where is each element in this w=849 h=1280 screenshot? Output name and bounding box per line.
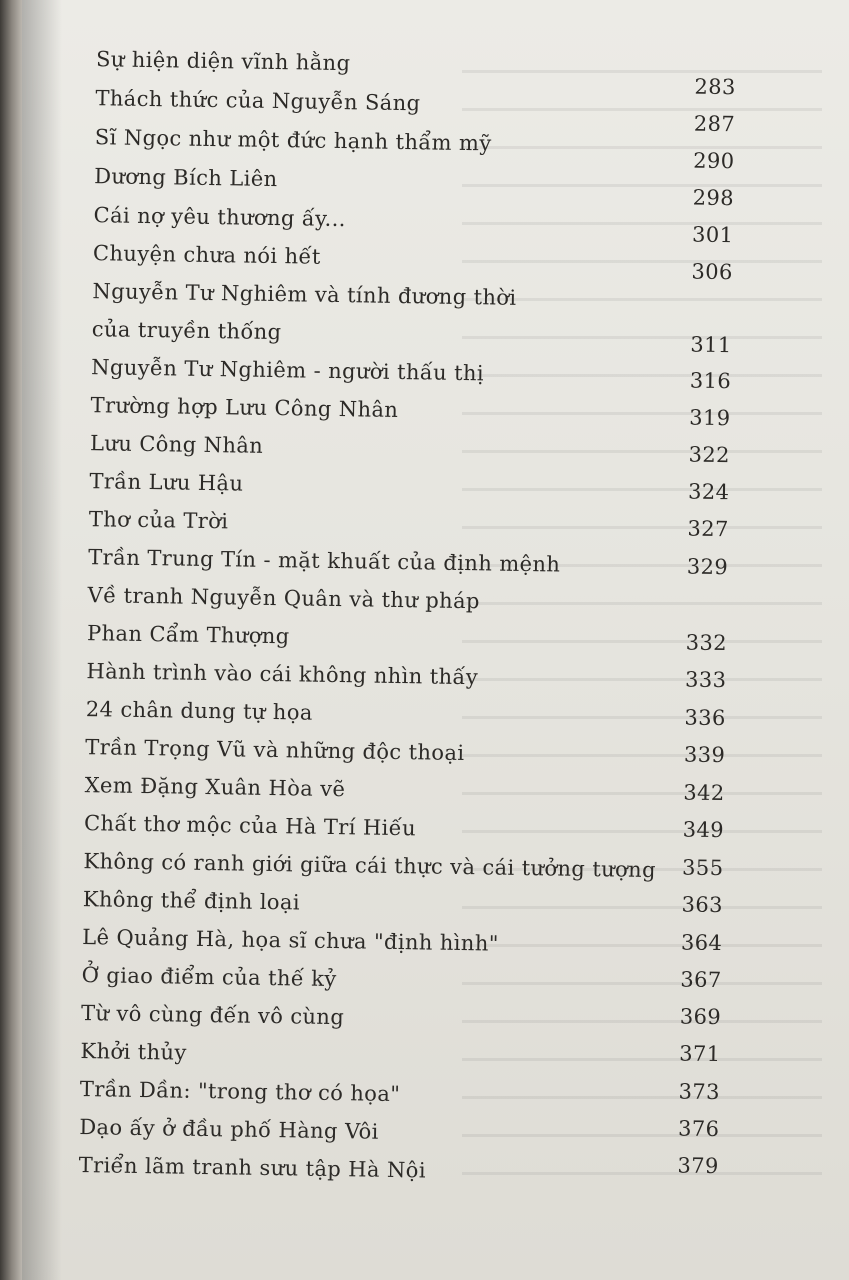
toc-entry-page: 329 <box>686 554 729 580</box>
toc-entry-title: Từ vô cùng đến vô cùng <box>80 1001 345 1030</box>
toc-entry-page: 355 <box>681 855 724 881</box>
toc-entry <box>85 697 726 731</box>
toc-entry-title: Nguyễn Tư Nghiêm và tính đương thời <box>92 279 517 310</box>
toc-entry-title: Trần Dần: "trong thơ có họa" <box>79 1077 401 1107</box>
book-page <box>22 0 849 1280</box>
toc-entry <box>93 203 734 248</box>
toc-entry <box>94 164 735 211</box>
toc-entry-title: Không thể định loại <box>82 887 301 915</box>
toc-entry <box>95 47 736 100</box>
toc-entry-page: 342 <box>683 780 725 806</box>
table-of-contents <box>22 0 849 1280</box>
toc-entry <box>89 431 731 468</box>
toc-entry-page: 322 <box>688 442 731 468</box>
toc-entry-page: 349 <box>682 817 725 843</box>
toc-entry <box>83 849 724 883</box>
toc-entry-title: Dương Bích Liên <box>94 164 278 192</box>
toc-entry <box>81 963 722 993</box>
toc-entry <box>83 811 725 843</box>
toc-entry <box>80 1001 722 1030</box>
toc-entry <box>85 735 726 768</box>
toc-entry-title: Dạo ấy ở đầu phố Hàng Vôi <box>79 1115 379 1144</box>
toc-entry <box>90 393 731 431</box>
toc-entry-title: Hành trình vào cái không nhìn thấy <box>86 659 479 690</box>
toc-entry-title: Khởi thủy <box>80 1039 187 1065</box>
toc-entry-page: 376 <box>677 1116 720 1142</box>
toc-entry-title: Trường hợp Lưu Công Nhân <box>90 393 399 422</box>
toc-entry-title: Lê Quảng Hà, họa sĩ chưa "định hình" <box>82 925 500 956</box>
toc-entry-title: Về tranh Nguyễn Quân và thư pháp <box>87 583 481 614</box>
toc-entry-page: 298 <box>692 185 735 211</box>
toc-entry-title: của truyền thống <box>91 317 282 345</box>
toc-entry <box>82 887 724 918</box>
toc-entry <box>92 241 734 285</box>
toc-entry <box>92 279 733 310</box>
toc-entry-title: Trần Trọng Vũ và những độc thoại <box>85 735 465 766</box>
toc-entry-page: 327 <box>687 516 729 542</box>
gutter-shadow <box>22 0 62 1280</box>
toc-entry-title: 24 chân dung tự họa <box>85 697 313 725</box>
toc-entry-page: 363 <box>681 892 724 918</box>
toc-entry <box>78 1153 719 1183</box>
toc-entry <box>88 545 729 580</box>
toc-entry <box>91 355 732 394</box>
toc-entry-page: 333 <box>684 667 727 693</box>
toc-entry-page: 283 <box>694 74 736 100</box>
toc-entry-page: 339 <box>683 742 726 768</box>
toc-entry <box>82 925 723 956</box>
toc-entry-page: 306 <box>691 259 734 285</box>
toc-entry-title: Trần Lưu Hậu <box>89 469 244 496</box>
toc-entry-title: Không có ranh giới giữa cái thực và cái tưởng tượng <box>83 849 657 883</box>
toc-entry <box>86 621 728 656</box>
toc-entry <box>86 659 727 693</box>
toc-entry-page: 311 <box>690 332 732 358</box>
toc-entry-title: Cái nợ yêu thương ấy... <box>93 203 347 232</box>
toc-entry-page: 367 <box>680 967 722 993</box>
toc-entry-title: Phan Cẩm Thượng <box>86 621 290 649</box>
toc-entry-title: Chất thơ mộc của Hà Trí Hiếu <box>83 811 417 841</box>
toc-entry-page: 332 <box>685 630 728 656</box>
toc-entry-page: 373 <box>678 1079 721 1105</box>
toc-entry-page: 319 <box>689 405 731 431</box>
toc-entry-page: 287 <box>693 111 736 137</box>
toc-entry-title: Thách thức của Nguyễn Sáng <box>95 86 421 116</box>
toc-entry-title: Trần Trung Tín - mặt khuất của định mệnh <box>88 545 561 577</box>
toc-entry-title: Sự hiện diện vĩnh hằng <box>95 47 351 76</box>
toc-entry-page: 336 <box>684 705 726 731</box>
toc-entry-page: 364 <box>680 930 723 956</box>
toc-entry-page: 369 <box>679 1004 722 1030</box>
toc-entry-page: 371 <box>679 1041 721 1067</box>
toc-entry-title: Sĩ Ngọc như một đức hạnh thẩm mỹ <box>94 125 492 156</box>
toc-entry-page: 316 <box>689 368 732 394</box>
toc-entry-title: Ở giao điểm của thế kỷ <box>81 963 337 992</box>
toc-entry-title: Nguyễn Tư Nghiêm - người thấu thị <box>91 355 485 386</box>
toc-entry <box>88 507 729 542</box>
toc-entry-title: Thơ của Trời <box>88 507 229 534</box>
toc-entry <box>87 583 728 614</box>
toc-entry <box>84 773 725 806</box>
toc-entry-page: 324 <box>687 479 730 505</box>
toc-entry <box>89 469 730 505</box>
toc-entry-page: 301 <box>691 222 734 248</box>
toc-entry <box>80 1039 721 1067</box>
toc-entry-title: Chuyện chưa nói hết <box>92 241 321 269</box>
toc-entry-page: 379 <box>677 1153 719 1179</box>
toc-entry-title: Lưu Công Nhân <box>89 431 264 458</box>
toc-entry <box>79 1115 720 1144</box>
toc-entry-page: 290 <box>693 148 735 174</box>
toc-entry <box>79 1077 721 1107</box>
toc-entry-title: Triển lãm tranh sưu tập Hà Nội <box>78 1153 427 1183</box>
toc-entry-title: Xem Đặng Xuân Hòa vẽ <box>84 773 346 802</box>
toc-entry <box>91 317 732 358</box>
toc-entry <box>94 125 735 174</box>
